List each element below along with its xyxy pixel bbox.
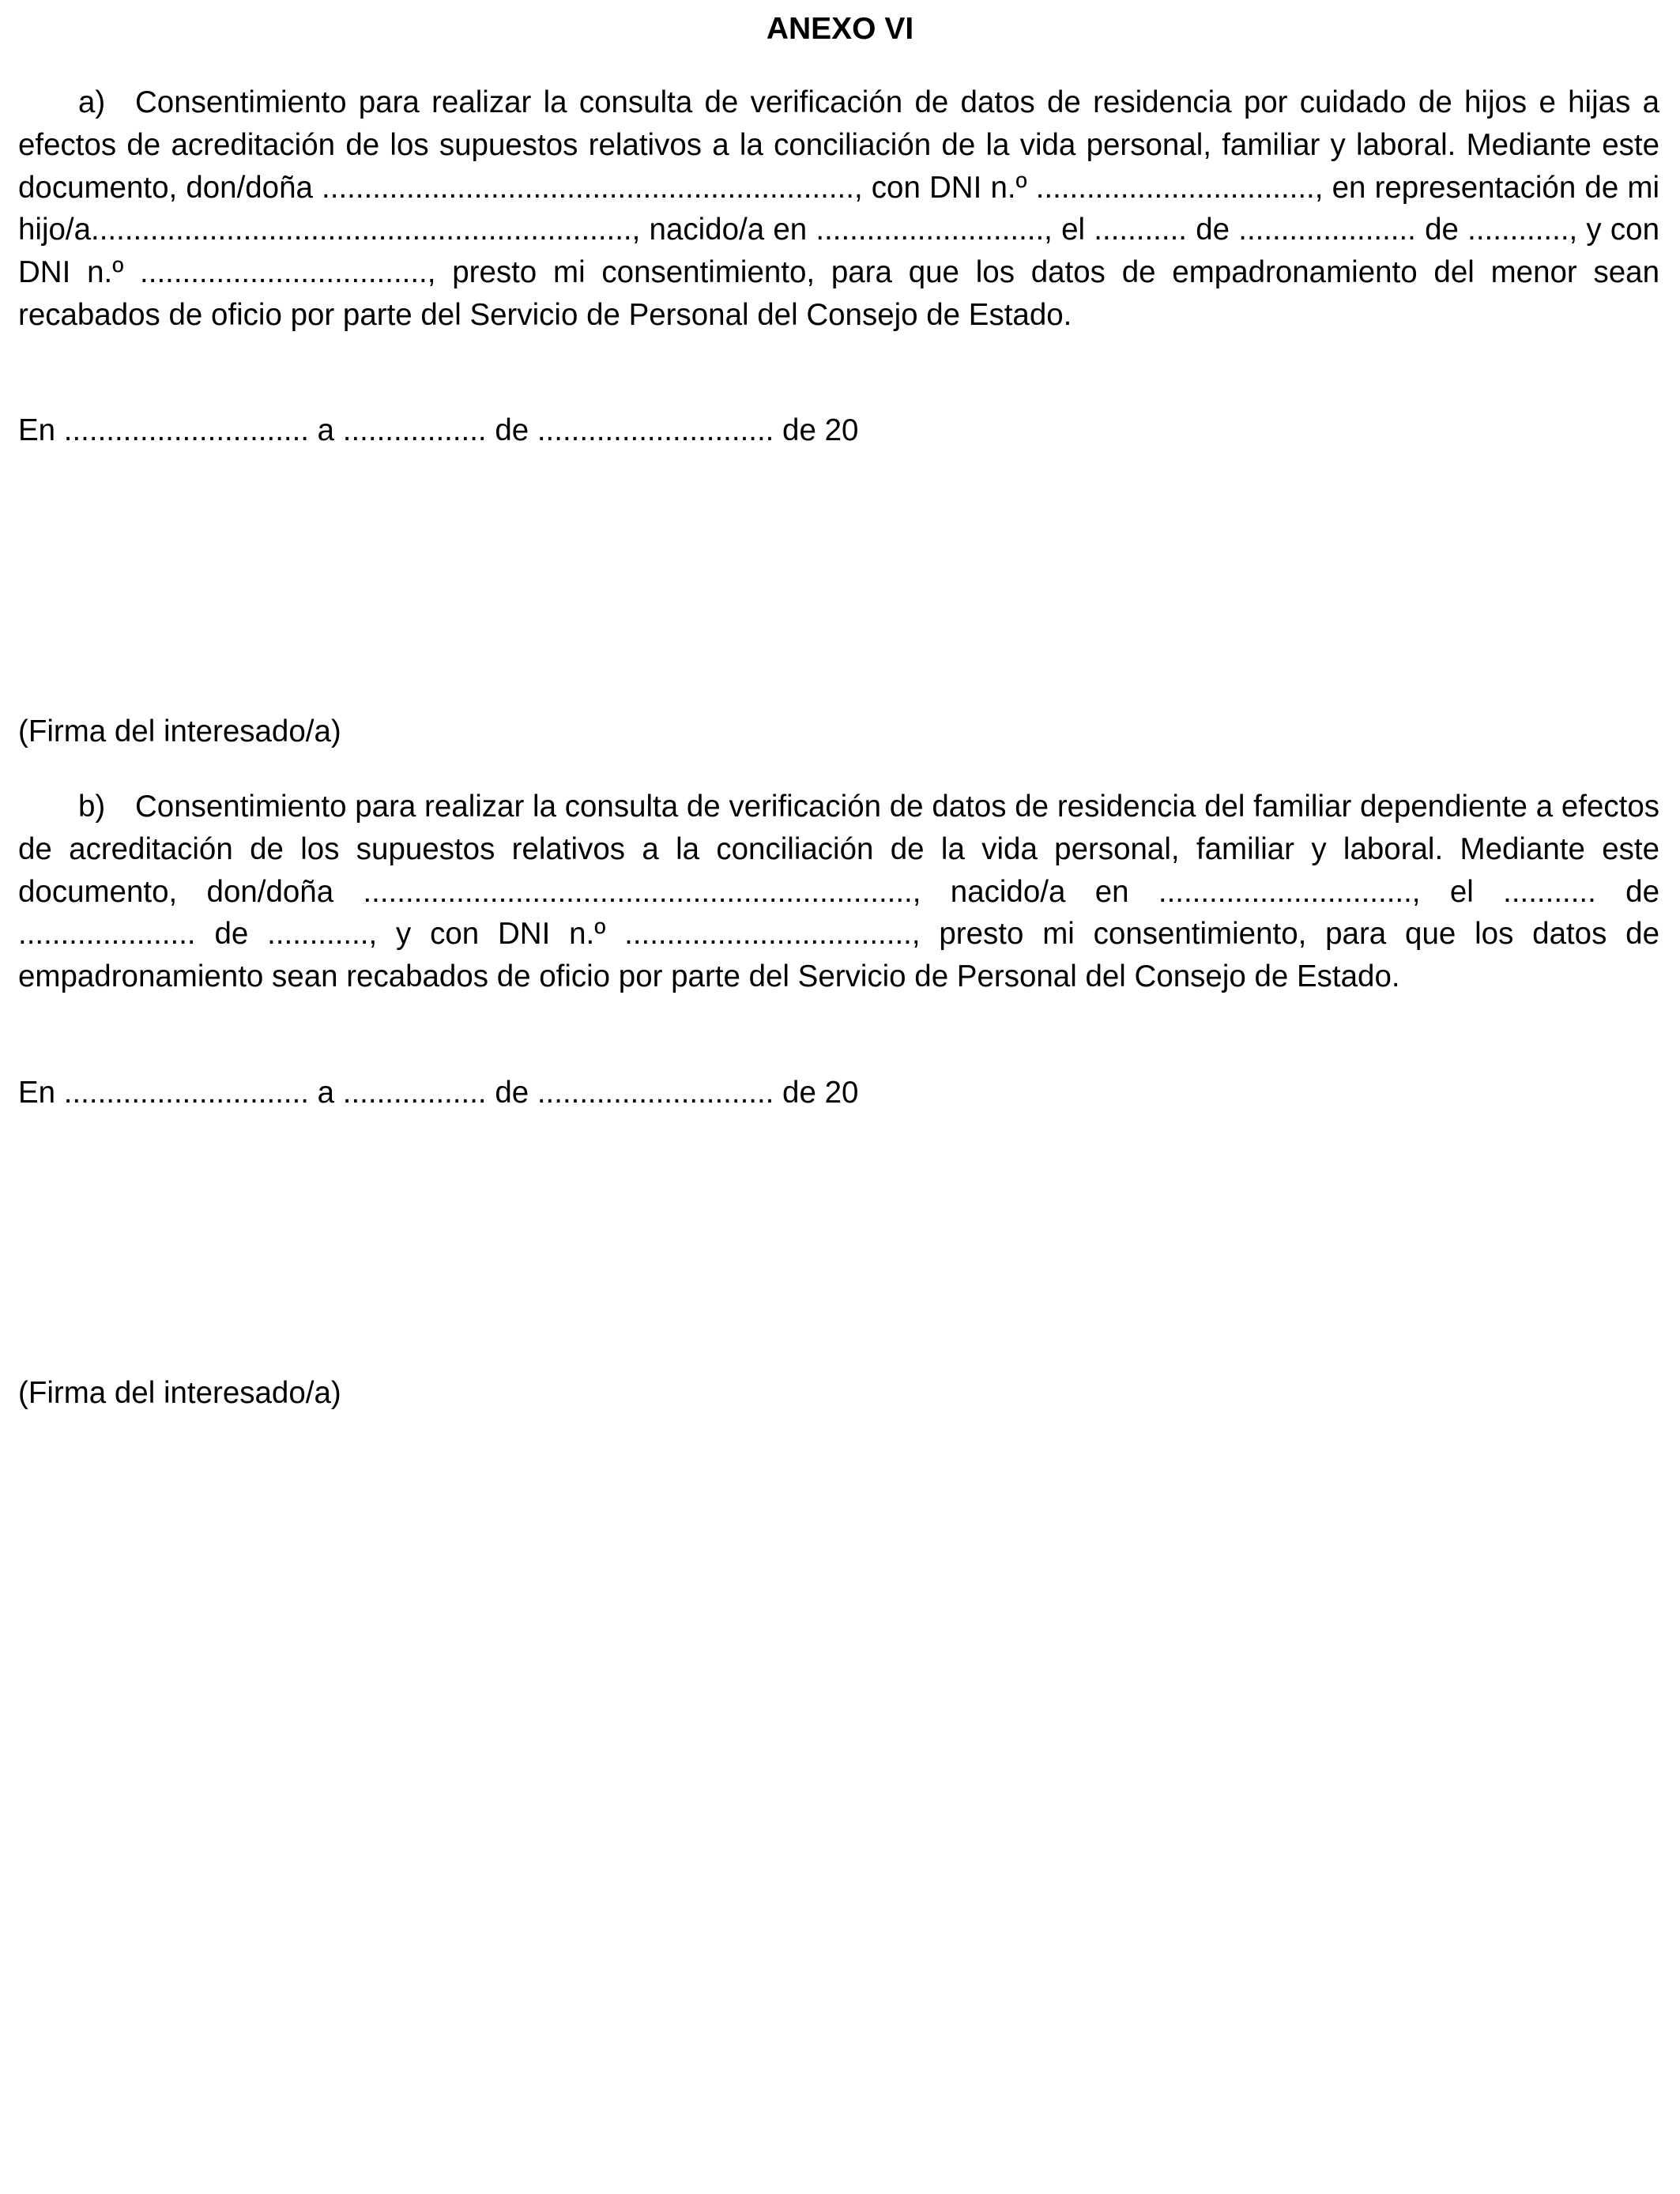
section-a-date-line: En ............................. a ................. de ............................ de 20 [18, 413, 859, 447]
document-title: ANEXO VI [766, 12, 914, 46]
section-a-text: Consentimiento para realizar la consulta de verificación de datos de residencia por cuidado de hijos e hijas a efectos de acreditación de los supuestos relativos a la conciliación de la vida personal, familiar y laboral. Mediante este documento, don/doña ..............................................................., con DNI n.º ................................., en representación de mi hijo/a................................................................, nacido/a en ..........................., el ........... de ..................... de ............, y con DNI n.º .................................., presto mi consentimiento, para que los datos de empadronamiento del menor sean recabados de oficio por parte del Servicio de Personal del Consejo de Estado. [18, 85, 1659, 332]
section-a-paragraph [18, 81, 1659, 337]
section-b-signature-label: (Firma del interesado/a) [18, 1376, 341, 1410]
section-a-signature-label: (Firma del interesado/a) [18, 714, 341, 748]
section-a-marker: a) [78, 85, 106, 119]
section-b-date-line: En ............................. a ................. de ............................ de 20 [18, 1076, 859, 1110]
section-b-paragraph [18, 786, 1659, 998]
section-b-marker: b) [78, 790, 106, 824]
section-b-text: Consentimiento para realizar la consulta de verificación de datos de residencia del familiar dependiente a efectos de acreditación de los supuestos relativos a la conciliación de la vida personal, familiar y laboral. Mediante este documento, don/doña ................................................................., nacido/a en .............................., el ........... de ..................... de ............, y con DNI n.º .................................., presto mi consentimiento, para que los datos de empadronamiento sean recabados de oficio por parte del Servicio de Personal del Consejo de Estado. [18, 790, 1659, 994]
